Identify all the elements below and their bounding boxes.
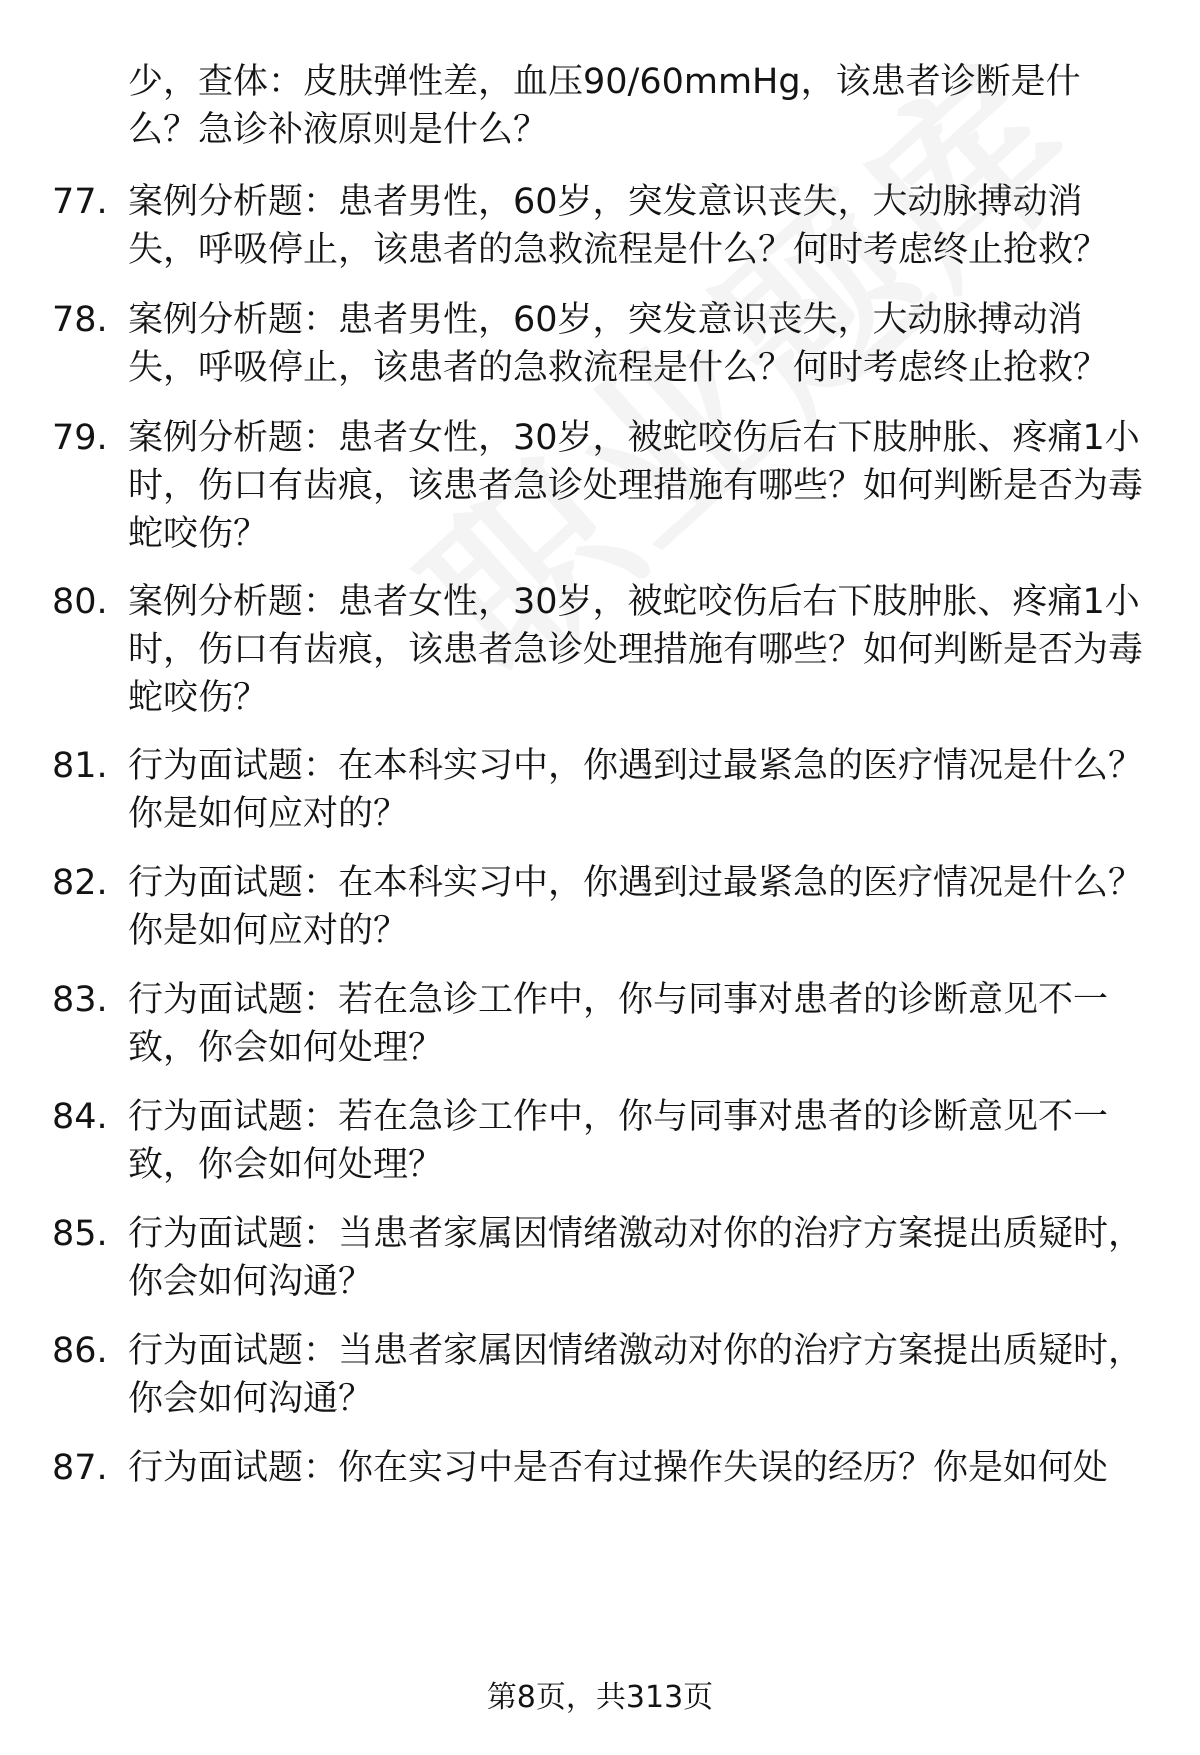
question-number: 82. <box>52 863 108 903</box>
question-text: 行为面试题：当患者家属因情绪激动对你的治疗方案提出质疑时，你会如何沟通？ <box>128 1214 1144 1302</box>
question-text: 行为面试题：你在实习中是否有过操作失误的经历？你是如何处 <box>128 1448 1109 1488</box>
question-number: 83. <box>52 980 108 1020</box>
question-text: 案例分析题：患者男性，60岁，突发意识丧失，大动脉搏动消失，呼吸停止，该患者的急救流程是什么？何时考虑终止抢救？ <box>128 182 1109 270</box>
question-text: 行为面试题：在本科实习中，你遇到过最紧急的医疗情况是什么？你是如何应对的？ <box>128 746 1144 834</box>
question-text: 案例分析题：患者女性，30岁，被蛇咬伤后右下肢肿胀、疼痛1小时，伤口有齿痕，该患者急诊处理措施有哪些？如何判断是否为毒蛇咬伤？ <box>128 582 1144 718</box>
page-footer: 第8页，共313页 <box>486 1680 714 1715</box>
question-number: 79. <box>52 418 108 458</box>
question-number: 78. <box>52 300 108 340</box>
question-text: 行为面试题：若在急诊工作中，你与同事对患者的诊断意见不一致，你会如何处理？ <box>128 980 1109 1068</box>
question-number: 80. <box>52 582 108 622</box>
question-number: 84. <box>52 1097 108 1137</box>
continuation-text: 少，查体：皮肤弹性差，血压90/60mmHg，该患者诊断是什么？急诊补液原则是什么？ <box>128 62 1081 150</box>
question-text: 行为面试题：当患者家属因情绪激动对你的治疗方案提出质疑时，你会如何沟通？ <box>128 1331 1144 1419</box>
question-number: 87. <box>52 1448 108 1488</box>
question-text: 行为面试题：在本科实习中，你遇到过最紧急的医疗情况是什么？你是如何应对的？ <box>128 863 1144 951</box>
question-text: 案例分析题：患者男性，60岁，突发意识丧失，大动脉搏动消失，呼吸停止，该患者的急救流程是什么？何时考虑终止抢救？ <box>128 300 1109 388</box>
question-number: 86. <box>52 1331 108 1371</box>
question-text: 行为面试题：若在急诊工作中，你与同事对患者的诊断意见不一致，你会如何处理？ <box>128 1097 1109 1185</box>
question-text: 案例分析题：患者女性，30岁，被蛇咬伤后右下肢肿胀、疼痛1小时，伤口有齿痕，该患者急诊处理措施有哪些？如何判断是否为毒蛇咬伤？ <box>128 418 1144 554</box>
question-number: 77. <box>52 182 108 222</box>
question-number: 81. <box>52 746 108 786</box>
question-number: 85. <box>52 1214 108 1254</box>
